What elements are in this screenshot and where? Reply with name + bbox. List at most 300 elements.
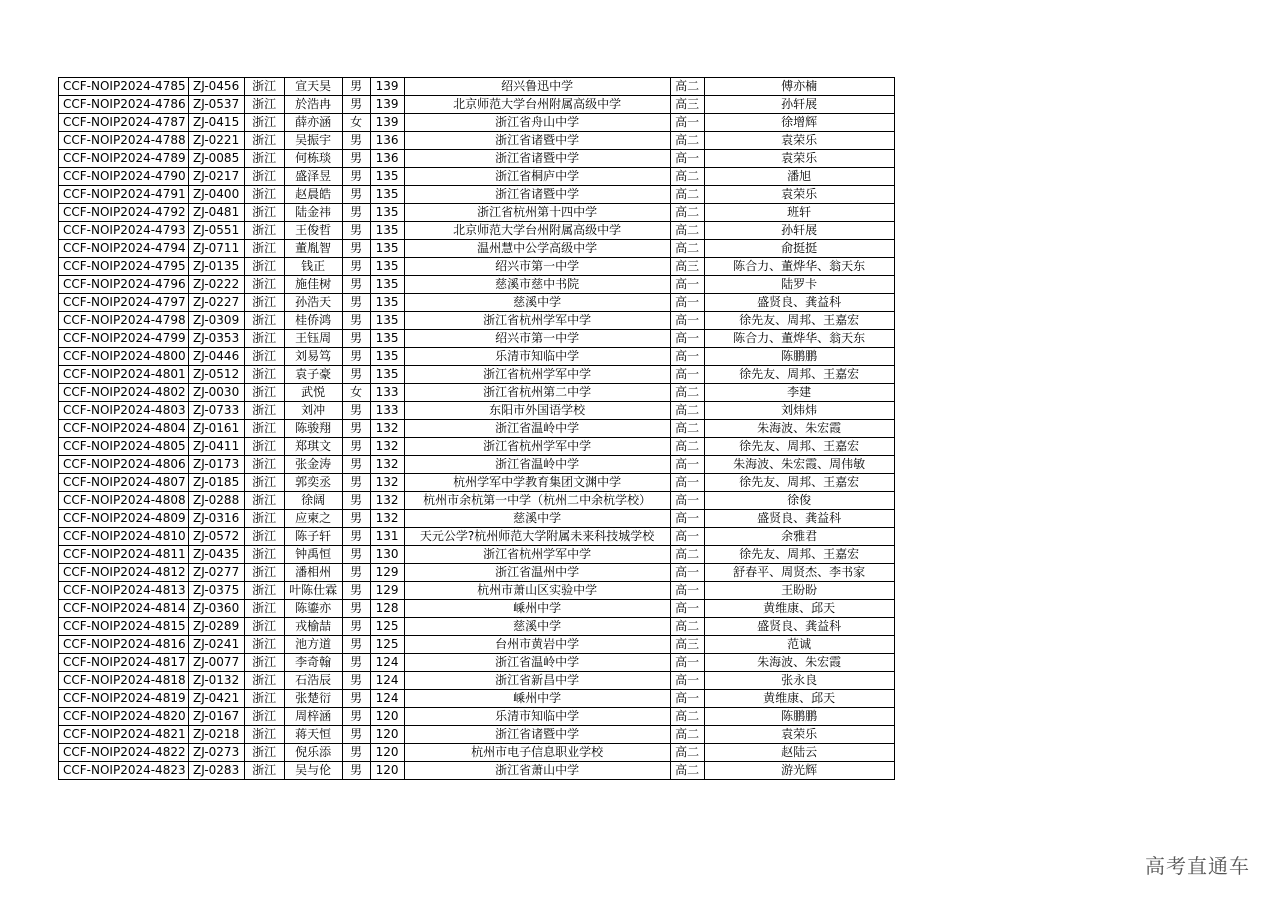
cell-contestant-id: CCF-NOIP2024-4816 — [59, 636, 189, 654]
cell-school: 北京师范大学台州附属高级中学 — [404, 96, 670, 114]
cell-name: 应柬之 — [284, 510, 342, 528]
cell-coach: 王盼盼 — [704, 582, 894, 600]
cell-province: 浙江 — [244, 708, 284, 726]
cell-province: 浙江 — [244, 204, 284, 222]
cell-gender: 男 — [342, 618, 370, 636]
cell-grade: 高一 — [670, 564, 704, 582]
cell-province: 浙江 — [244, 384, 284, 402]
table-row — [59, 582, 895, 600]
cell-province: 浙江 — [244, 186, 284, 204]
cell-contestant-id: CCF-NOIP2024-4817 — [59, 654, 189, 672]
cell-score: 132 — [370, 438, 404, 456]
cell-gender: 男 — [342, 330, 370, 348]
cell-gender: 男 — [342, 294, 370, 312]
cell-grade: 高二 — [670, 384, 704, 402]
cell-name: 吴与伦 — [284, 762, 342, 780]
cell-name: 徐阔 — [284, 492, 342, 510]
cell-score: 129 — [370, 564, 404, 582]
cell-contestant-id: CCF-NOIP2024-4808 — [59, 492, 189, 510]
cell-province: 浙江 — [244, 312, 284, 330]
cell-name: 倪乐添 — [284, 744, 342, 762]
cell-exam-id: ZJ-0277 — [188, 564, 244, 582]
cell-grade: 高二 — [670, 618, 704, 636]
cell-school: 浙江省桐庐中学 — [404, 168, 670, 186]
cell-school: 浙江省舟山中学 — [404, 114, 670, 132]
cell-name: 张楚衍 — [284, 690, 342, 708]
cell-coach: 赵陆云 — [704, 744, 894, 762]
cell-province: 浙江 — [244, 366, 284, 384]
cell-province: 浙江 — [244, 672, 284, 690]
cell-exam-id: ZJ-0400 — [188, 186, 244, 204]
cell-contestant-id: CCF-NOIP2024-4792 — [59, 204, 189, 222]
table-row — [59, 348, 895, 366]
cell-grade: 高二 — [670, 708, 704, 726]
cell-contestant-id: CCF-NOIP2024-4794 — [59, 240, 189, 258]
cell-score: 135 — [370, 366, 404, 384]
cell-gender: 男 — [342, 708, 370, 726]
cell-province: 浙江 — [244, 474, 284, 492]
cell-gender: 男 — [342, 528, 370, 546]
cell-school: 浙江省新昌中学 — [404, 672, 670, 690]
cell-school: 浙江省诸暨中学 — [404, 186, 670, 204]
cell-coach: 游光辉 — [704, 762, 894, 780]
cell-coach: 范诚 — [704, 636, 894, 654]
cell-contestant-id: CCF-NOIP2024-4800 — [59, 348, 189, 366]
cell-province: 浙江 — [244, 348, 284, 366]
cell-exam-id: ZJ-0375 — [188, 582, 244, 600]
cell-grade: 高一 — [670, 672, 704, 690]
cell-contestant-id: CCF-NOIP2024-4806 — [59, 456, 189, 474]
cell-score: 131 — [370, 528, 404, 546]
cell-school: 浙江省杭州第十四中学 — [404, 204, 670, 222]
cell-exam-id: ZJ-0537 — [188, 96, 244, 114]
table-row — [59, 366, 895, 384]
cell-name: 叶陈仕霖 — [284, 582, 342, 600]
cell-score: 139 — [370, 78, 404, 96]
cell-score: 133 — [370, 402, 404, 420]
cell-school: 浙江省温岭中学 — [404, 420, 670, 438]
cell-coach: 张永良 — [704, 672, 894, 690]
cell-grade: 高一 — [670, 690, 704, 708]
cell-exam-id: ZJ-0167 — [188, 708, 244, 726]
cell-province: 浙江 — [244, 330, 284, 348]
cell-gender: 男 — [342, 456, 370, 474]
cell-coach: 陈鹏鹏 — [704, 708, 894, 726]
cell-province: 浙江 — [244, 618, 284, 636]
cell-name: 钱正 — [284, 258, 342, 276]
cell-grade: 高二 — [670, 240, 704, 258]
table-row — [59, 744, 895, 762]
cell-coach: 徐俊 — [704, 492, 894, 510]
cell-exam-id: ZJ-0512 — [188, 366, 244, 384]
cell-contestant-id: CCF-NOIP2024-4822 — [59, 744, 189, 762]
cell-name: 刘易笃 — [284, 348, 342, 366]
table-row — [59, 420, 895, 438]
table-row — [59, 78, 895, 96]
cell-contestant-id: CCF-NOIP2024-4811 — [59, 546, 189, 564]
cell-coach: 李建 — [704, 384, 894, 402]
cell-score: 135 — [370, 168, 404, 186]
cell-gender: 男 — [342, 258, 370, 276]
cell-coach: 潘旭 — [704, 168, 894, 186]
cell-school: 浙江省温州中学 — [404, 564, 670, 582]
cell-score: 139 — [370, 114, 404, 132]
cell-exam-id: ZJ-0283 — [188, 762, 244, 780]
cell-exam-id: ZJ-0218 — [188, 726, 244, 744]
cell-province: 浙江 — [244, 132, 284, 150]
cell-contestant-id: CCF-NOIP2024-4815 — [59, 618, 189, 636]
cell-coach: 黄维康、邱天 — [704, 600, 894, 618]
cell-province: 浙江 — [244, 420, 284, 438]
cell-coach: 陆罗卡 — [704, 276, 894, 294]
cell-score: 120 — [370, 708, 404, 726]
cell-name: 周梓涵 — [284, 708, 342, 726]
table-row — [59, 312, 895, 330]
table-row — [59, 636, 895, 654]
table-row — [59, 384, 895, 402]
cell-grade: 高二 — [670, 744, 704, 762]
table-body — [59, 78, 895, 780]
cell-exam-id: ZJ-0173 — [188, 456, 244, 474]
cell-gender: 男 — [342, 762, 370, 780]
cell-school: 浙江省杭州第二中学 — [404, 384, 670, 402]
cell-coach: 朱海波、朱宏霞、周伟敏 — [704, 456, 894, 474]
cell-gender: 男 — [342, 510, 370, 528]
cell-contestant-id: CCF-NOIP2024-4818 — [59, 672, 189, 690]
cell-contestant-id: CCF-NOIP2024-4814 — [59, 600, 189, 618]
cell-school: 浙江省诸暨中学 — [404, 150, 670, 168]
table-row — [59, 186, 895, 204]
cell-school: 嵊州中学 — [404, 690, 670, 708]
cell-province: 浙江 — [244, 654, 284, 672]
cell-gender: 男 — [342, 690, 370, 708]
cell-province: 浙江 — [244, 78, 284, 96]
cell-coach: 袁荣乐 — [704, 132, 894, 150]
cell-province: 浙江 — [244, 150, 284, 168]
cell-exam-id: ZJ-0316 — [188, 510, 244, 528]
cell-gender: 男 — [342, 600, 370, 618]
cell-gender: 男 — [342, 438, 370, 456]
cell-exam-id: ZJ-0421 — [188, 690, 244, 708]
cell-score: 135 — [370, 204, 404, 222]
cell-school: 浙江省杭州学军中学 — [404, 546, 670, 564]
cell-score: 135 — [370, 276, 404, 294]
cell-name: 刘冲 — [284, 402, 342, 420]
cell-province: 浙江 — [244, 762, 284, 780]
cell-province: 浙江 — [244, 600, 284, 618]
cell-coach: 徐先友、周邦、王嘉宏 — [704, 366, 894, 384]
cell-name: 董胤智 — [284, 240, 342, 258]
cell-name: 桂侨鸿 — [284, 312, 342, 330]
cell-contestant-id: CCF-NOIP2024-4813 — [59, 582, 189, 600]
table-row — [59, 456, 895, 474]
cell-score: 120 — [370, 726, 404, 744]
cell-name: 袁子豪 — [284, 366, 342, 384]
cell-gender: 男 — [342, 672, 370, 690]
table-row — [59, 330, 895, 348]
cell-name: 蒋天恒 — [284, 726, 342, 744]
cell-name: 施佳树 — [284, 276, 342, 294]
cell-grade: 高一 — [670, 294, 704, 312]
cell-name: 石浩辰 — [284, 672, 342, 690]
cell-score: 125 — [370, 618, 404, 636]
table-row — [59, 654, 895, 672]
cell-coach: 陈鹏鹏 — [704, 348, 894, 366]
cell-coach: 盛贤良、龚益科 — [704, 510, 894, 528]
table-row — [59, 96, 895, 114]
cell-school: 浙江省杭州学军中学 — [404, 312, 670, 330]
cell-coach: 盛贤良、龚益科 — [704, 294, 894, 312]
cell-grade: 高一 — [670, 492, 704, 510]
cell-grade: 高二 — [670, 204, 704, 222]
cell-gender: 男 — [342, 96, 370, 114]
cell-school: 慈溪市慈中书院 — [404, 276, 670, 294]
cell-province: 浙江 — [244, 492, 284, 510]
cell-contestant-id: CCF-NOIP2024-4786 — [59, 96, 189, 114]
cell-school: 浙江省温岭中学 — [404, 654, 670, 672]
cell-province: 浙江 — [244, 690, 284, 708]
cell-grade: 高二 — [670, 402, 704, 420]
cell-name: 陆金祎 — [284, 204, 342, 222]
cell-exam-id: ZJ-0217 — [188, 168, 244, 186]
cell-coach: 刘炜炜 — [704, 402, 894, 420]
cell-gender: 男 — [342, 546, 370, 564]
cell-score: 132 — [370, 510, 404, 528]
cell-contestant-id: CCF-NOIP2024-4820 — [59, 708, 189, 726]
cell-coach: 徐先友、周邦、王嘉宏 — [704, 312, 894, 330]
cell-province: 浙江 — [244, 564, 284, 582]
cell-contestant-id: CCF-NOIP2024-4819 — [59, 690, 189, 708]
cell-score: 124 — [370, 654, 404, 672]
cell-contestant-id: CCF-NOIP2024-4790 — [59, 168, 189, 186]
cell-gender: 男 — [342, 492, 370, 510]
cell-contestant-id: CCF-NOIP2024-4805 — [59, 438, 189, 456]
cell-school: 温州慧中公学高级中学 — [404, 240, 670, 258]
cell-name: 钟禹恒 — [284, 546, 342, 564]
cell-grade: 高二 — [670, 78, 704, 96]
cell-coach: 盛贤良、龚益科 — [704, 618, 894, 636]
table-row — [59, 492, 895, 510]
cell-name: 陈鎏亦 — [284, 600, 342, 618]
cell-score: 120 — [370, 744, 404, 762]
cell-score: 132 — [370, 456, 404, 474]
cell-gender: 男 — [342, 204, 370, 222]
cell-grade: 高一 — [670, 654, 704, 672]
cell-gender: 男 — [342, 654, 370, 672]
cell-score: 125 — [370, 636, 404, 654]
cell-gender: 男 — [342, 276, 370, 294]
table-row — [59, 168, 895, 186]
cell-school: 天元公学?杭州师范大学附属未来科技城学校 — [404, 528, 670, 546]
cell-score: 136 — [370, 132, 404, 150]
cell-coach: 朱海波、朱宏霞 — [704, 420, 894, 438]
cell-coach: 徐先友、周邦、王嘉宏 — [704, 438, 894, 456]
cell-school: 乐清市知临中学 — [404, 708, 670, 726]
cell-province: 浙江 — [244, 222, 284, 240]
cell-gender: 男 — [342, 564, 370, 582]
cell-province: 浙江 — [244, 744, 284, 762]
cell-province: 浙江 — [244, 96, 284, 114]
cell-exam-id: ZJ-0030 — [188, 384, 244, 402]
cell-grade: 高二 — [670, 726, 704, 744]
cell-exam-id: ZJ-0161 — [188, 420, 244, 438]
cell-contestant-id: CCF-NOIP2024-4788 — [59, 132, 189, 150]
cell-gender: 男 — [342, 78, 370, 96]
cell-gender: 男 — [342, 402, 370, 420]
cell-exam-id: ZJ-0360 — [188, 600, 244, 618]
cell-grade: 高一 — [670, 528, 704, 546]
cell-grade: 高三 — [670, 636, 704, 654]
cell-grade: 高二 — [670, 132, 704, 150]
cell-gender: 男 — [342, 474, 370, 492]
cell-school: 杭州市萧山区实验中学 — [404, 582, 670, 600]
cell-score: 135 — [370, 330, 404, 348]
cell-coach: 陈合力、董烨华、翁天东 — [704, 258, 894, 276]
cell-score: 133 — [370, 384, 404, 402]
cell-score: 132 — [370, 474, 404, 492]
cell-name: 薛亦涵 — [284, 114, 342, 132]
cell-gender: 男 — [342, 222, 370, 240]
cell-coach: 余雅君 — [704, 528, 894, 546]
cell-province: 浙江 — [244, 240, 284, 258]
cell-gender: 男 — [342, 636, 370, 654]
cell-score: 135 — [370, 348, 404, 366]
cell-name: 王俊哲 — [284, 222, 342, 240]
table-row — [59, 510, 895, 528]
cell-coach: 舒春平、周贤杰、李书家 — [704, 564, 894, 582]
cell-name: 王钰周 — [284, 330, 342, 348]
cell-name: 张金涛 — [284, 456, 342, 474]
cell-province: 浙江 — [244, 294, 284, 312]
cell-school: 浙江省杭州学军中学 — [404, 366, 670, 384]
cell-contestant-id: CCF-NOIP2024-4799 — [59, 330, 189, 348]
cell-score: 128 — [370, 600, 404, 618]
cell-coach: 傅亦楠 — [704, 78, 894, 96]
cell-gender: 男 — [342, 348, 370, 366]
cell-name: 吴振宇 — [284, 132, 342, 150]
cell-province: 浙江 — [244, 402, 284, 420]
cell-school: 浙江省萧山中学 — [404, 762, 670, 780]
cell-exam-id: ZJ-0077 — [188, 654, 244, 672]
cell-name: 李奇翰 — [284, 654, 342, 672]
cell-exam-id: ZJ-0446 — [188, 348, 244, 366]
table-row — [59, 726, 895, 744]
cell-name: 盛泽昱 — [284, 168, 342, 186]
cell-grade: 高一 — [670, 114, 704, 132]
cell-score: 135 — [370, 240, 404, 258]
cell-province: 浙江 — [244, 510, 284, 528]
cell-exam-id: ZJ-0132 — [188, 672, 244, 690]
cell-exam-id: ZJ-0415 — [188, 114, 244, 132]
cell-province: 浙江 — [244, 114, 284, 132]
results-table — [58, 77, 895, 780]
cell-school: 杭州市余杭第一中学（杭州二中余杭学校） — [404, 492, 670, 510]
cell-grade: 高一 — [670, 312, 704, 330]
cell-coach: 孙轩展 — [704, 222, 894, 240]
cell-contestant-id: CCF-NOIP2024-4797 — [59, 294, 189, 312]
cell-contestant-id: CCF-NOIP2024-4796 — [59, 276, 189, 294]
cell-contestant-id: CCF-NOIP2024-4789 — [59, 150, 189, 168]
cell-province: 浙江 — [244, 582, 284, 600]
cell-score: 135 — [370, 222, 404, 240]
cell-name: 戎榆喆 — [284, 618, 342, 636]
cell-grade: 高三 — [670, 96, 704, 114]
cell-score: 136 — [370, 150, 404, 168]
cell-score: 130 — [370, 546, 404, 564]
watermark-text: 高考直通车 — [1145, 854, 1250, 878]
cell-score: 120 — [370, 762, 404, 780]
table-row — [59, 600, 895, 618]
cell-exam-id: ZJ-0227 — [188, 294, 244, 312]
cell-name: 武悦 — [284, 384, 342, 402]
cell-grade: 高二 — [670, 438, 704, 456]
cell-school: 杭州市电子信息职业学校 — [404, 744, 670, 762]
cell-gender: 女 — [342, 114, 370, 132]
cell-coach: 袁荣乐 — [704, 150, 894, 168]
cell-coach: 俞挺挺 — [704, 240, 894, 258]
cell-grade: 高一 — [670, 510, 704, 528]
cell-coach: 陈合力、董烨华、翁天东 — [704, 330, 894, 348]
cell-province: 浙江 — [244, 168, 284, 186]
cell-gender: 男 — [342, 132, 370, 150]
table-row — [59, 402, 895, 420]
cell-gender: 男 — [342, 582, 370, 600]
cell-contestant-id: CCF-NOIP2024-4791 — [59, 186, 189, 204]
cell-contestant-id: CCF-NOIP2024-4787 — [59, 114, 189, 132]
table-row — [59, 708, 895, 726]
cell-province: 浙江 — [244, 276, 284, 294]
cell-school: 浙江省诸暨中学 — [404, 726, 670, 744]
cell-grade: 高一 — [670, 600, 704, 618]
cell-score: 139 — [370, 96, 404, 114]
table-row — [59, 258, 895, 276]
cell-school: 嵊州中学 — [404, 600, 670, 618]
cell-coach: 徐增辉 — [704, 114, 894, 132]
cell-province: 浙江 — [244, 258, 284, 276]
cell-exam-id: ZJ-0411 — [188, 438, 244, 456]
table-row — [59, 690, 895, 708]
cell-province: 浙江 — [244, 456, 284, 474]
cell-school: 绍兴鲁迅中学 — [404, 78, 670, 96]
cell-name: 郭奕丞 — [284, 474, 342, 492]
cell-gender: 男 — [342, 312, 370, 330]
cell-contestant-id: CCF-NOIP2024-4798 — [59, 312, 189, 330]
cell-school: 乐清市知临中学 — [404, 348, 670, 366]
table-row — [59, 474, 895, 492]
cell-contestant-id: CCF-NOIP2024-4807 — [59, 474, 189, 492]
cell-province: 浙江 — [244, 546, 284, 564]
cell-school: 慈溪中学 — [404, 294, 670, 312]
cell-contestant-id: CCF-NOIP2024-4802 — [59, 384, 189, 402]
cell-grade: 高一 — [670, 348, 704, 366]
cell-contestant-id: CCF-NOIP2024-4823 — [59, 762, 189, 780]
table-row — [59, 240, 895, 258]
cell-exam-id: ZJ-0456 — [188, 78, 244, 96]
cell-contestant-id: CCF-NOIP2024-4801 — [59, 366, 189, 384]
cell-grade: 高三 — [670, 258, 704, 276]
cell-name: 池方道 — [284, 636, 342, 654]
cell-name: 宣天昊 — [284, 78, 342, 96]
cell-school: 东阳市外国语学校 — [404, 402, 670, 420]
table-row — [59, 528, 895, 546]
cell-contestant-id: CCF-NOIP2024-4803 — [59, 402, 189, 420]
cell-coach: 孙轩展 — [704, 96, 894, 114]
cell-grade: 高二 — [670, 546, 704, 564]
cell-coach: 袁荣乐 — [704, 726, 894, 744]
table-row — [59, 672, 895, 690]
cell-contestant-id: CCF-NOIP2024-4795 — [59, 258, 189, 276]
cell-grade: 高一 — [670, 330, 704, 348]
